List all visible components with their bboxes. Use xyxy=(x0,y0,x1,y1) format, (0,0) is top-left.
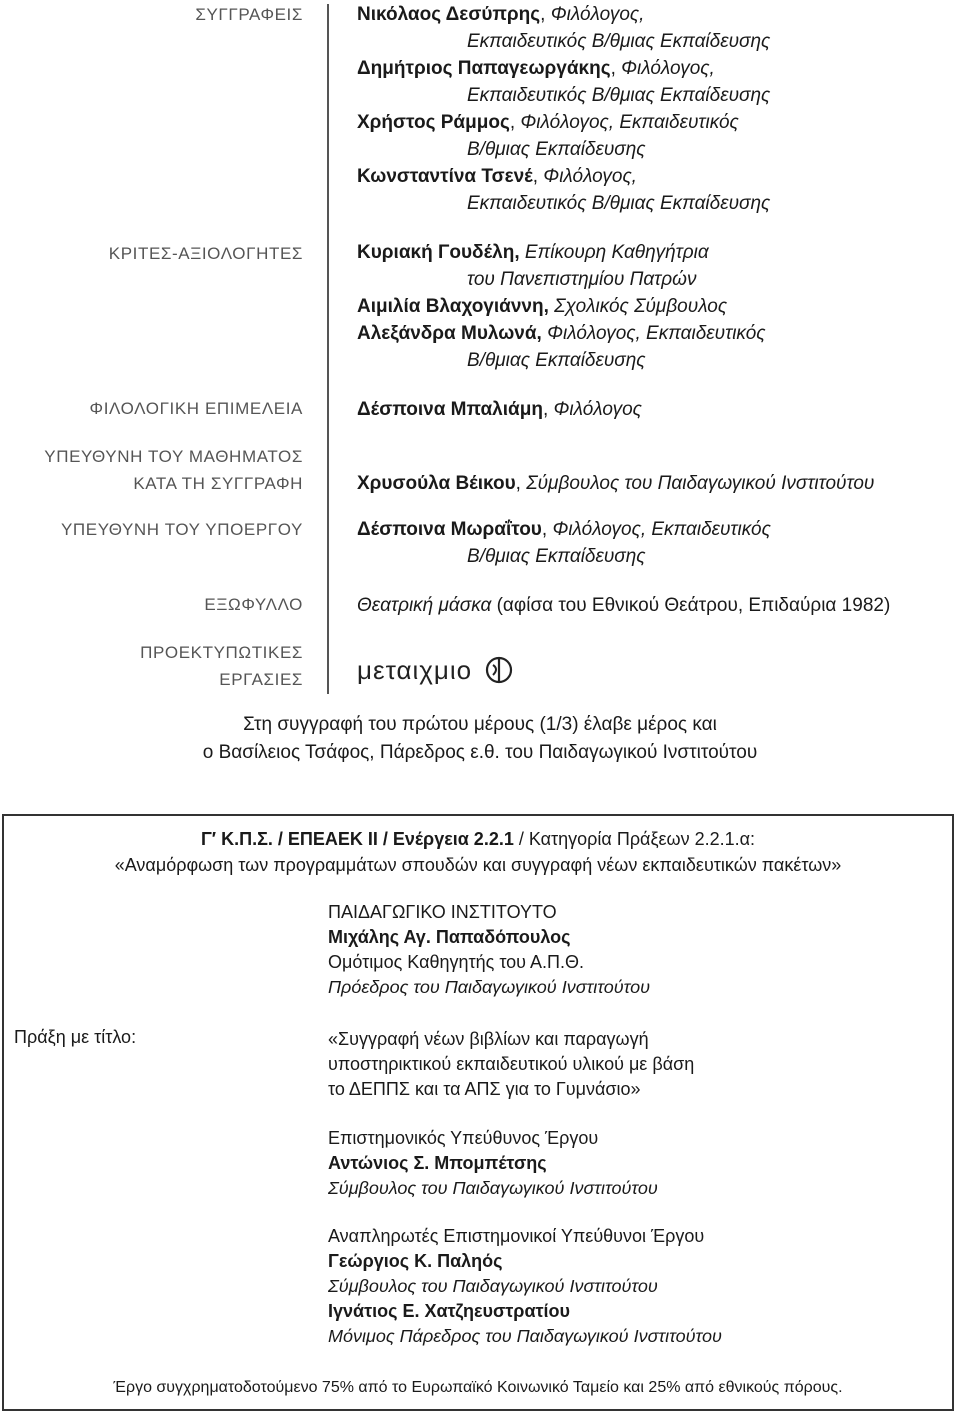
reviewer-role-cont: του Πανεπιστημίου Πατρών xyxy=(467,269,697,290)
institute-name: ΠΑΙΔΑΓΩΓΙΚΟ ΙΝΣΤΙΤΟΥΤΟ xyxy=(328,902,557,922)
project-box xyxy=(2,814,954,1411)
author-role: Φιλόλογος, Εκπαιδευτικός xyxy=(520,112,739,133)
program-category: / Κατηγορία Πράξεων 2.2.1.α: xyxy=(513,829,756,849)
president-name: Μιχάλης Αγ. Παπαδόπουλος xyxy=(328,927,571,947)
deputies-block xyxy=(328,1224,722,1349)
subproject-supervisor-role: Φιλόλογος, Εκπαιδευτικός xyxy=(552,519,771,540)
cover-label: ΕΞΩΦΥΛΛΟ xyxy=(204,595,303,614)
deputies-label: Αναπληρωτές Επιστημονικοί Υπεύθυνοι Έργου xyxy=(328,1226,705,1246)
reviewer-name: Αλεξάνδρα Μυλωνά, xyxy=(357,323,542,344)
cover-credit xyxy=(357,592,890,619)
reviewer-role: Σχολικός Σύμβουλος xyxy=(554,296,728,317)
author-name: Κωνσταντίνα Τσενέ xyxy=(357,166,533,187)
contribution-line: Στη συγγραφή του πρώτου μέρους (1/3) έλαβε μέρος και xyxy=(243,714,717,735)
subproject-supervisor-role-cont: Β/θμιας Εκπαίδευσης xyxy=(467,546,646,567)
deputy-name: Ιγνάτιος Ε. Χατζηευστρατίου xyxy=(328,1301,571,1321)
author-role: Φιλόλογος, xyxy=(621,58,715,79)
course-supervisor-role: Σύμβουλος του Παιδαγωγικού Ινστιτούτου xyxy=(526,473,875,494)
reviewer-name: Αιμιλία Βλαχογιάννη, xyxy=(357,296,549,317)
editor-role: Φιλόλογος xyxy=(553,399,642,420)
reviewers-list xyxy=(357,239,766,374)
course-supervisor-label-2: ΚΑΤΑ ΤΗ ΣΥΓΓΡΑΦΗ xyxy=(133,474,303,493)
author-role-cont: Εκπαιδευτικός Β/θμιας Εκπαίδευσης xyxy=(467,31,771,52)
scientific-lead-block xyxy=(328,1126,658,1201)
prepress-label-1: ΠΡΟΕΚΤΥΠΩΤΙΚΕΣ xyxy=(140,643,303,662)
divider-line xyxy=(327,4,329,694)
authors-label: ΣΥΓΓΡΑΦΕΙΣ xyxy=(195,5,303,24)
author-role: Φιλόλογος, xyxy=(543,166,637,187)
program-title: «Αναμόρφωση των προγραμμάτων σπουδών και συγγραφή νέων εκπαιδευτικών πακέτων» xyxy=(114,855,842,875)
cover-title: Θεατρική μάσκα xyxy=(357,595,492,616)
contribution-note xyxy=(0,711,960,767)
prepress-label-2: ΕΡΓΑΣΙΕΣ xyxy=(219,670,303,689)
cover-description: (αφίσα του Εθνικού Θεάτρου, Επιδαύρια 1982) xyxy=(491,595,891,616)
deputy-role: Σύμβουλος του Παιδαγωγικού Ινστιτούτου xyxy=(328,1276,658,1296)
logo-mark-icon xyxy=(484,655,514,685)
credits-section xyxy=(0,0,960,700)
reviewer-role-cont: Β/θμιας Εκπαίδευσης xyxy=(467,350,646,371)
philological-editor: Δέσποινα Μπαλιάμη, Φιλόλογος xyxy=(357,399,642,420)
institute-block xyxy=(328,900,650,1000)
authors-list: Νικόλαος Δεσύπρης, Φιλόλογος, Εκπαιδευτικός Β/θμιας Εκπαίδευσης Δημήτριος Παπαγεωργάκης, Φιλόλογος, Εκπαιδευτικός Β/θμιας Εκπαίδευσης Χρήστος Ράμμος, Φιλόλογος, Εκπαιδευτικός Β/θμιας Εκπαίδευσης Κωνσταντίνα Τσενέ, Φιλόλογος, Εκπαιδευτικός Β/θμιας Εκπαίδευσης xyxy=(357,4,771,214)
scientific-lead-name: Αντώνιος Σ. Μπομπέτσης xyxy=(328,1153,547,1173)
subproject-supervisor-name: Δέσποινα Μωραΐτου xyxy=(357,519,542,540)
course-supervisor-label-1: ΥΠΕΥΘΥΝΗ ΤΟΥ ΜΑΘΗΜΑΤΟΣ xyxy=(44,447,303,466)
subproject-supervisor-label: ΥΠΕΥΘΥΝΗ ΤΟΥ ΥΠΟΕΡΓΟΥ xyxy=(60,520,303,539)
president-title: Ομότιμος Καθηγητής του Α.Π.Θ. xyxy=(328,952,585,972)
funding-note: Έργο συγχρηματοδοτούμενο 75% από το Ευρωπαϊκό Κοινωνικό Ταμείο και 25% από εθνικούς πόρους. xyxy=(113,1379,843,1396)
reviewer-name: Κυριακή Γουδέλη, xyxy=(357,242,520,263)
deputy-name: Γεώργιος Κ. Παληός xyxy=(328,1251,503,1271)
author-name: Δημήτριος Παπαγεωργάκης xyxy=(357,58,611,79)
author-role-cont: Εκπαιδευτικός Β/θμιας Εκπαίδευσης xyxy=(467,85,771,106)
logo-text: μεταιχμιο xyxy=(357,654,473,685)
program-code: Γ′ Κ.Π.Σ. / ΕΠΕΑΕΚ ΙΙ / Ενέργεια 2.2.1 xyxy=(200,829,514,849)
reviewer-role: Επίκουρη Καθηγήτρια xyxy=(524,242,709,263)
act-title-block xyxy=(328,1027,694,1102)
act-label: Πράξη με τίτλο: xyxy=(14,1027,137,1047)
subproject-supervisor: Δέσποινα Μωραΐτου, Φιλόλογος, Εκπαιδευτικός Β/θμιας Εκπαίδευσης xyxy=(357,519,771,567)
author-name: Νικόλαος Δεσύπρης xyxy=(357,4,541,25)
act-title-line: υποστηρικτικού εκπαιδευτικού υλικού με βάση xyxy=(328,1054,695,1074)
deputy-role: Μόνιμος Πάρεδρος του Παιδαγωγικού Ινστιτούτου xyxy=(328,1326,722,1346)
author-role-cont: Β/θμιας Εκπαίδευσης xyxy=(467,139,646,160)
course-supervisor: Χρυσούλα Βέικου, Σύμβουλος του Παιδαγωγικού Ινστιτούτου xyxy=(357,473,875,494)
president-role: Πρόεδρος του Παιδαγωγικού Ινστιτούτου xyxy=(328,977,651,997)
author-role-cont: Εκπαιδευτικός Β/θμιας Εκπαίδευσης xyxy=(467,193,771,214)
scientific-lead-role: Σύμβουλος του Παιδαγωγικού Ινστιτούτου xyxy=(328,1178,658,1198)
reviewer-role: Φιλόλογος, Εκπαιδευτικός xyxy=(547,323,766,344)
scientific-lead-label: Επιστημονικός Υπεύθυνος Έργου xyxy=(328,1128,599,1148)
reviewers-label: ΚΡΙΤΕΣ-ΑΞΙΟΛΟΓΗΤΕΣ xyxy=(108,244,303,263)
act-title-line: «Συγγραφή νέων βιβλίων και παραγωγή xyxy=(328,1029,649,1049)
philological-label: ΦΙΛΟΛΟΓΙΚΗ ΕΠΙΜΕΛΕΙΑ xyxy=(89,399,303,418)
author-role: Φιλόλογος, xyxy=(550,4,645,25)
course-supervisor-name: Χρυσούλα Βέικου xyxy=(357,473,516,494)
prepress-logo xyxy=(357,653,514,687)
contribution-line: ο Βασίλειος Τσάφος, Πάρεδρος ε.θ. του Παιδαγωγικού Ινστιτούτου xyxy=(202,742,758,763)
act-title-line: το ΔΕΠΠΣ και τα ΑΠΣ για το Γυμνάσιο» xyxy=(328,1079,641,1099)
editor-name: Δέσποινα Μπαλιάμη xyxy=(357,399,543,420)
author-name: Χρήστος Ράμμος xyxy=(357,112,510,133)
project-heading xyxy=(4,826,952,878)
